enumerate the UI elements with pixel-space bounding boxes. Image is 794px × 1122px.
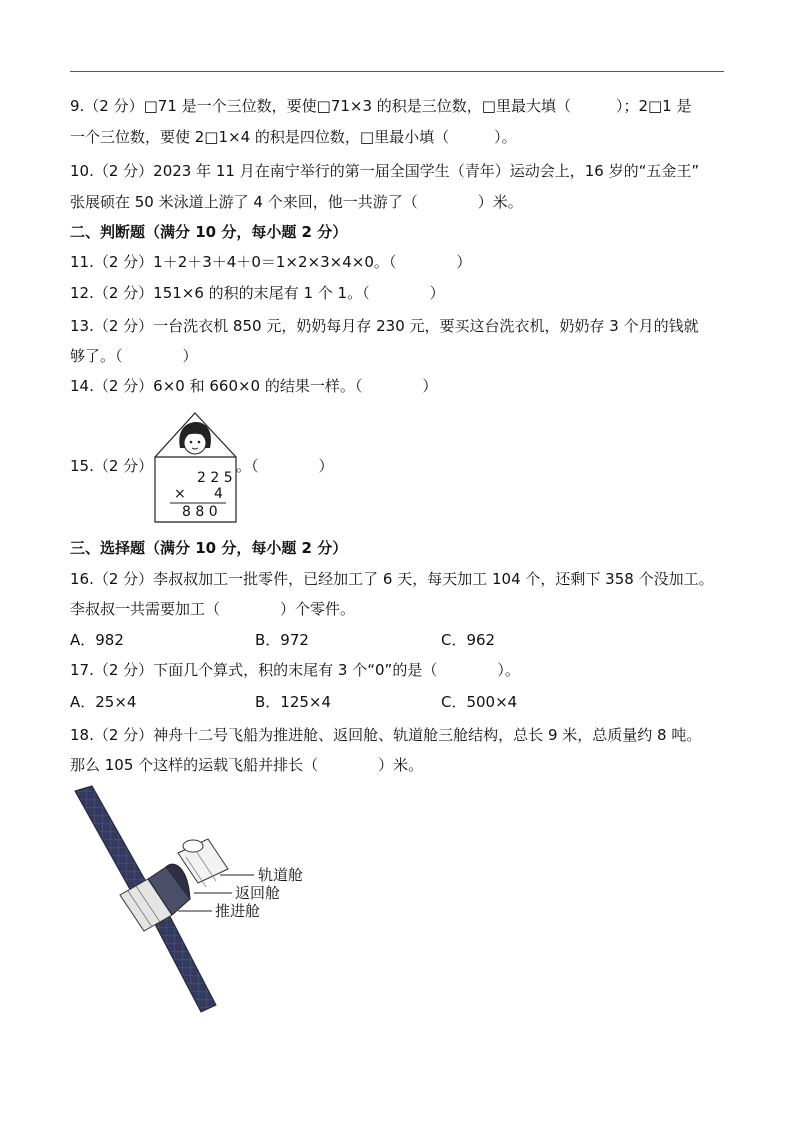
question-18-line-1: 18.（2 分）神舟十二号飞船为推进舱、返回舱、轨道舱三舱结构，总长 9 米，总质量约 8 吨。	[70, 726, 702, 744]
question-16-option-a[interactable]: A．982	[70, 631, 124, 649]
question-11: 11.（2 分）1＋2＋3＋4＋0＝1×2×3×4×0。（ ）	[70, 253, 472, 271]
question-10-line-1: 10.（2 分）2023 年 11 月在南宁举行的第一届全国学生（青年）运动会上，16 岁的“五金王”	[70, 162, 700, 180]
calc-top-number: 2 2 5	[197, 470, 233, 486]
question-18-line-2: 那么 105 个这样的运载飞船并排长（ ）米。	[70, 756, 424, 774]
question-12: 12.（2 分）151×6 的积的末尾有 1 个 1。（ ）	[70, 284, 445, 302]
house-calculation-figure	[152, 412, 238, 524]
question-17-line-1: 17.（2 分）下面几个算式，积的末尾有 3 个“0”的是（ ）。	[70, 661, 520, 679]
header-rule	[70, 71, 724, 72]
question-15-prefix: 15.（2 分）	[70, 457, 154, 475]
question-9-line-1: 9.（2 分）□71 是一个三位数，要使□71×3 的积是三位数，□里最大填（ ）；2□1 是	[70, 97, 692, 115]
calc-result: 8 8 0	[182, 504, 218, 520]
question-10-line-2: 张展硕在 50 米泳道上游了 4 个来回，他一共游了（ ）米。	[70, 193, 523, 211]
label-propulsion-module: 推进舱	[215, 902, 261, 920]
question-16-line-1: 16.（2 分）李叔叔加工一批零件，已经加工了 6 天，每天加工 104 个，还剩下 358 个没加工。	[70, 570, 714, 588]
solar-panel-upper	[75, 786, 148, 893]
question-16-option-b[interactable]: B．972	[255, 631, 309, 649]
calc-multiply-sign: ×	[174, 486, 186, 502]
question-13-line-1: 13.（2 分）一台洗衣机 850 元，奶奶每月存 230 元，要买这台洗衣机，奶奶存 3 个月的钱就	[70, 317, 699, 335]
question-17-option-a[interactable]: A．25×4	[70, 693, 137, 711]
question-16-option-c[interactable]: C．962	[441, 631, 496, 649]
label-orbital-module: 轨道舱	[258, 866, 304, 884]
question-13-line-2: 够了。（ ）	[70, 347, 198, 365]
section-3-heading: 三、选择题（满分 10 分，每小题 2 分）	[70, 539, 348, 557]
question-17-option-b[interactable]: B．125×4	[255, 693, 332, 711]
question-17-option-c[interactable]: C．500×4	[441, 693, 518, 711]
question-16-line-2: 李叔叔一共需要加工（ ）个零件。	[70, 600, 356, 618]
spacecraft-figure	[70, 783, 320, 1015]
question-9-line-2: 一个三位数，要使 2□1×4 的积是四位数，□里最小填（ ）。	[70, 128, 517, 146]
question-14: 14.（2 分）6×0 和 660×0 的结果一样。（ ）	[70, 377, 438, 395]
section-2-heading: 二、判断题（满分 10 分，每小题 2 分）	[70, 223, 348, 241]
calc-multiplier: 4	[214, 486, 223, 502]
label-return-module: 返回舱	[235, 884, 281, 902]
question-15-suffix: 。（ ）	[236, 457, 334, 475]
